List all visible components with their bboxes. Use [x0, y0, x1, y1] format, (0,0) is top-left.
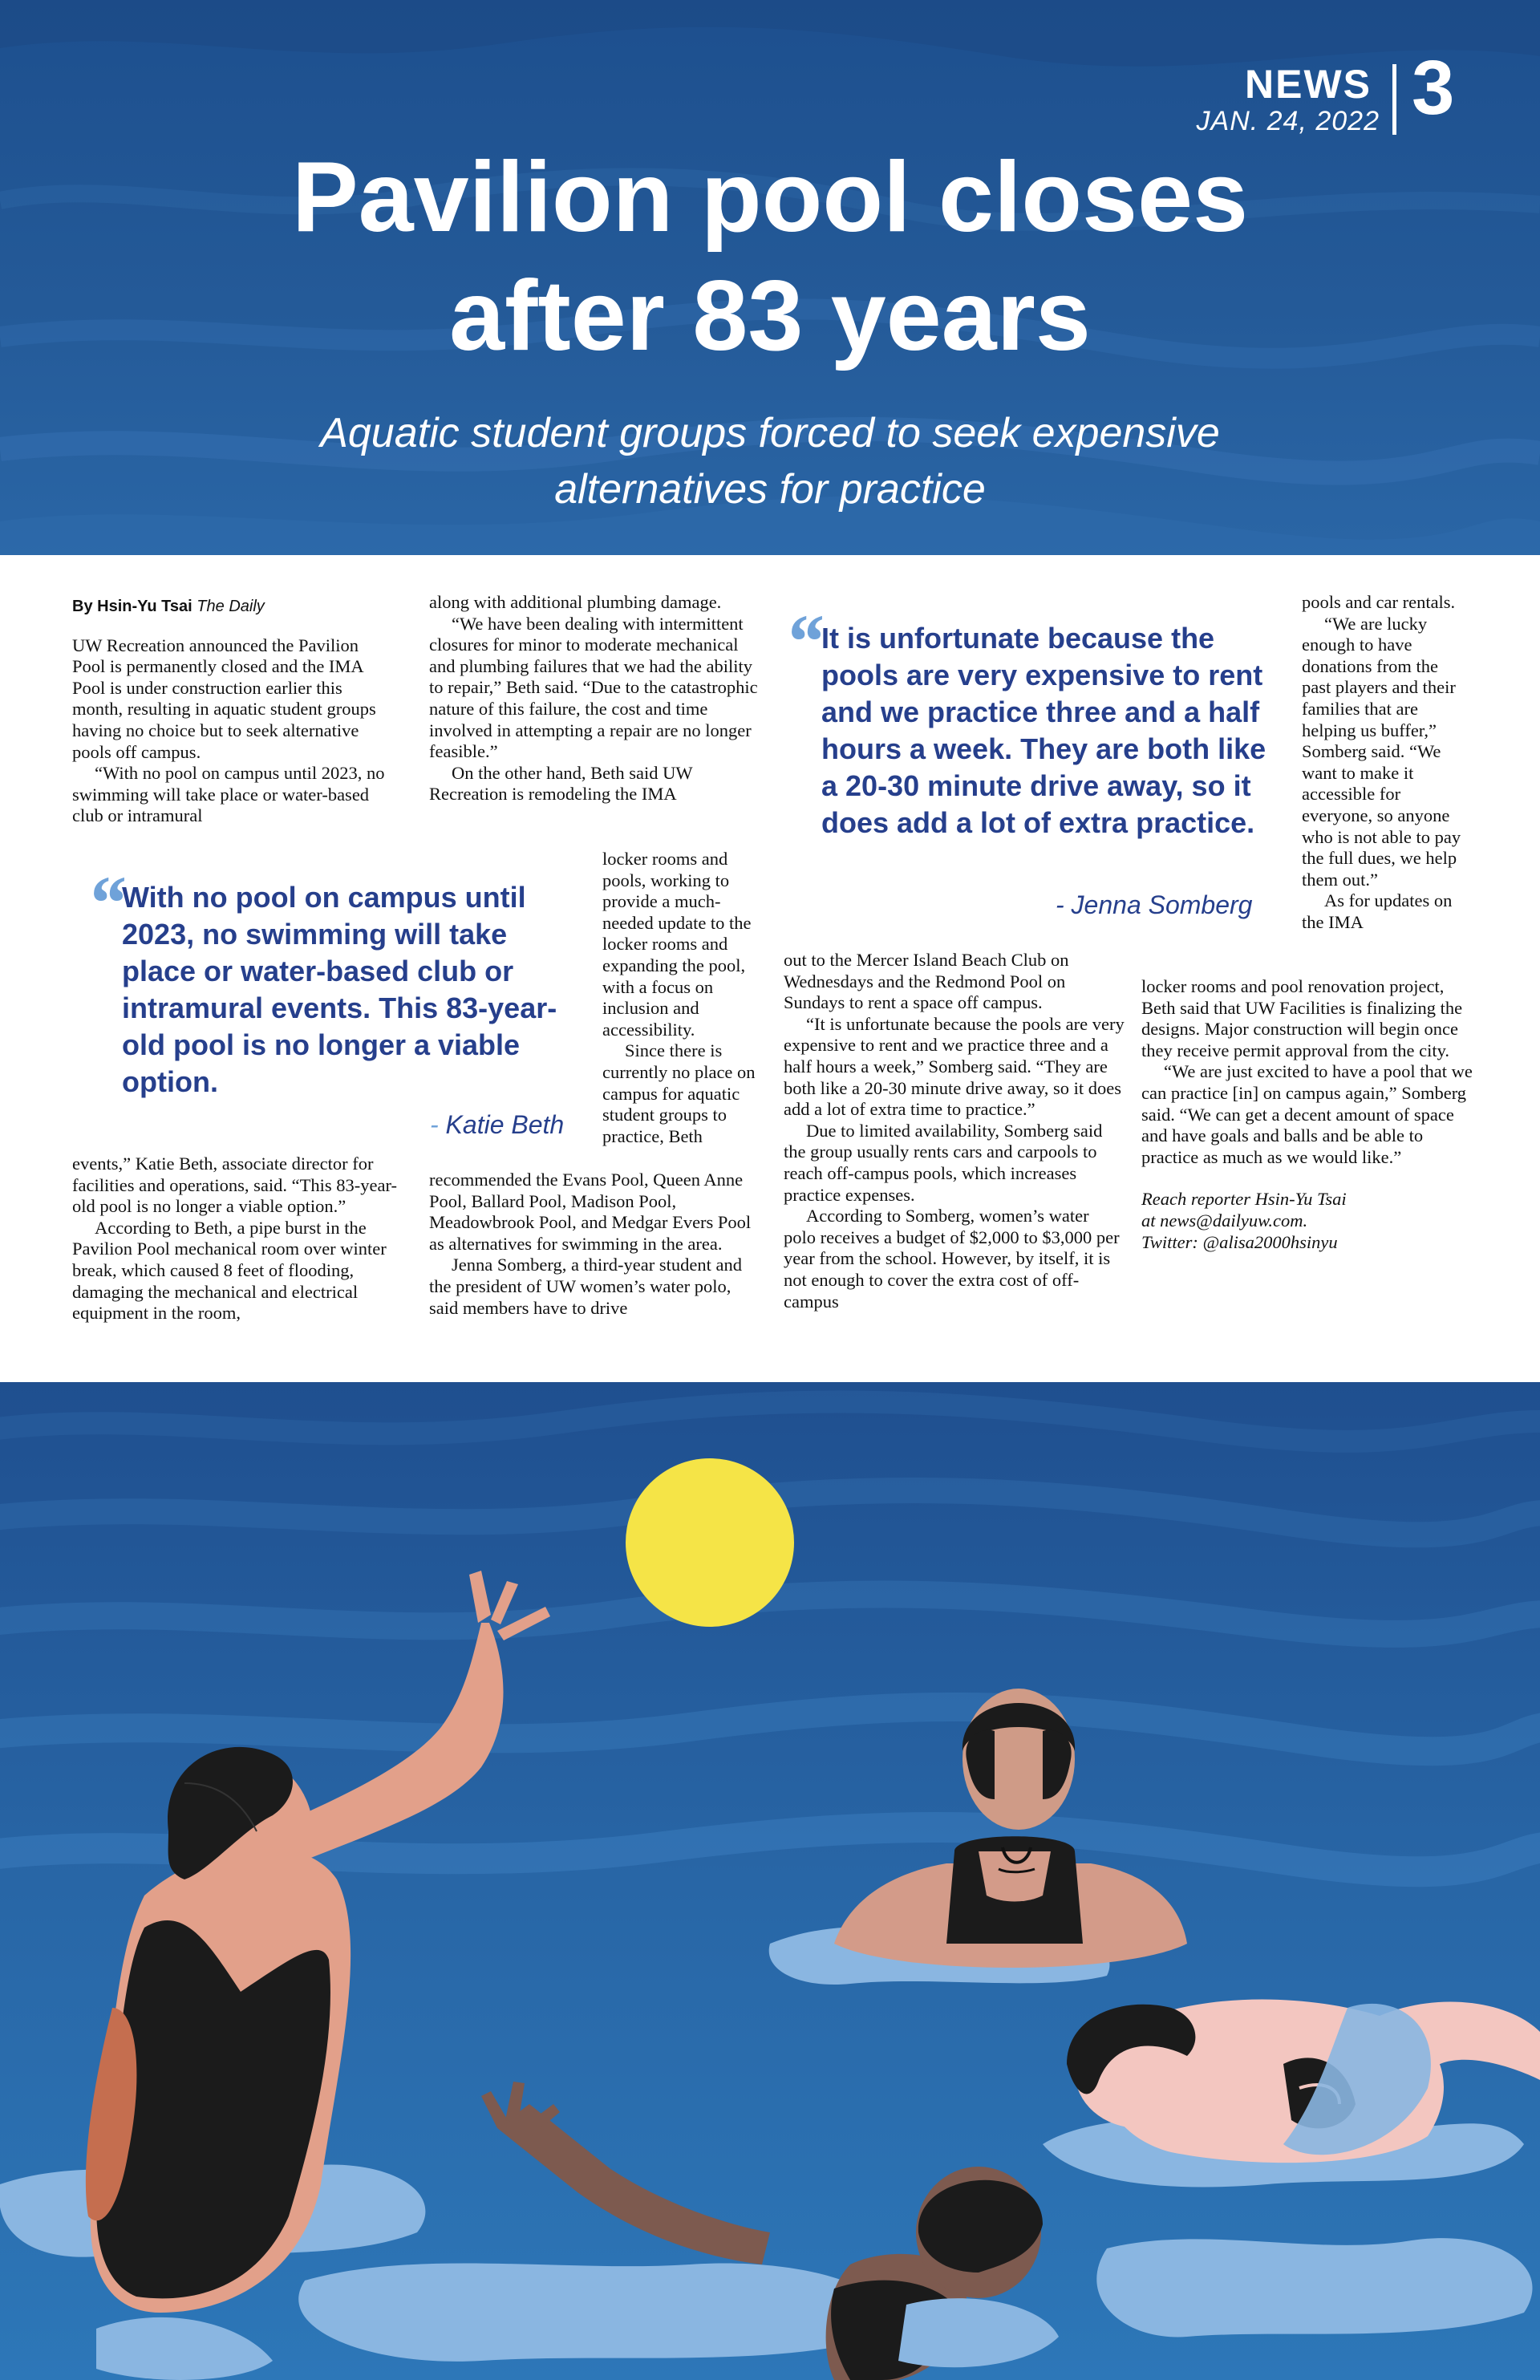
article-column-1	[72, 595, 393, 827]
article-column-3	[784, 950, 1125, 1312]
article-paragraph: According to Beth, a pipe burst in the Pavilion Pool mechanical room over winter break, which caused 8 feet of flooding, damaging the mechanical and electrical equipment in the room,	[72, 1217, 387, 1324]
article-paragraph: Jenna Somberg, a third-year student and the president of UW women’s water polo, said members have to drive	[429, 1255, 742, 1318]
byline	[72, 595, 393, 618]
article-column-2	[429, 592, 758, 805]
article-paragraph: locker rooms and pools, working to provide a much-needed update to the locker rooms and expanding the pool, with a focus on inclusion and accessibility.	[602, 849, 752, 1040]
ball-icon	[626, 1458, 794, 1627]
article-paragraph: “With no pool on campus until 2023, no swimming will take place or water-based club or intramural	[72, 763, 385, 826]
article-paragraph: “It is unfortunate because the pools are very expensive to rent and we practice three and a half hours a week,” Somberg said. “They are both like a 20-30 minute drive away, so it does add a lot of extra time to practice.”	[784, 1013, 1125, 1120]
article-paragraph: According to Somberg, women’s water polo receives a budget of $2,000 to $3,000 per year from the school. However, by itself, it is not enough to cover the extra cost of off-campus	[784, 1206, 1120, 1312]
headline	[0, 138, 1540, 375]
signoff-line: Reach reporter Hsin-Yu Tsai	[1141, 1189, 1347, 1210]
article-paragraph: “We have been dealing with intermittent closures for minor to moderate mechanical and plumbing failures that we had the ability to repair,” Beth said. “Due to the catastrophic nature of this failure, the cost and time involved in attempting a repair are no longer feasible.”	[429, 613, 758, 762]
article-paragraph: “We are just excited to have a pool that we can practice [in] on campus again,” Somberg said. “We can get a decent amount of space and have goals and balls and be able to practice as much as we would like.”	[1141, 1061, 1473, 1167]
article-paragraph: events,” Katie Beth, associate director for facilities and operations, said. “This 83-year-old pool is no longer a viable option.”	[72, 1154, 398, 1217]
signoff-email: at news@dailyuw.com.	[1141, 1210, 1308, 1231]
byline-publication: The Daily	[197, 598, 265, 615]
headline-line-2: after 83 years	[449, 261, 1091, 371]
headline-line-1: Pavilion pool closes	[291, 142, 1249, 253]
page-number: 3	[1412, 45, 1455, 131]
pullquote-jenna-somberg: It is unfortunate because the pools are very expensive to rent and we practice three and a half hours a week. They are both like a 20-30 minute drive away, so it does add a lot of extra practice.	[821, 622, 1266, 839]
section-label: NEWS	[1245, 62, 1372, 107]
issue-date: JAN. 24, 2022	[1196, 106, 1380, 136]
signoff-twitter: Twitter: @alisa2000hsinyu	[1141, 1231, 1338, 1252]
article-paragraph: UW Recreation announced the Pavilion Pool is permanently closed and the IMA Pool is under construction earlier this month, resulting in aquatic student groups having no choice but to seek alternative pools off campus.	[72, 635, 376, 762]
attribution-dash: -	[430, 1110, 439, 1139]
page-divider	[1392, 64, 1396, 135]
article-column-4-narrow	[1302, 592, 1466, 934]
header-banner	[0, 0, 1540, 555]
article-column-2-narrow	[602, 849, 767, 1147]
article-paragraph: recommended the Evans Pool, Queen Anne Pool, Ballard Pool, Madison Pool, Meadowbrook Pool, and Medgar Evers Pool as alternatives for swimming in the area.	[429, 1170, 752, 1254]
article-paragraph: Due to limited availability, Somberg said the group usually rents cars and carpools to reach off-campus pools, which increases practice expenses.	[784, 1120, 1103, 1205]
reporter-signoff	[1141, 1189, 1478, 1253]
pullquote-jenna-attribution: - Jenna Somberg	[1056, 890, 1253, 919]
pullquote-katie-beth: With no pool on campus until 2023, no swimming will take place or water-based club or intramural events. This 83-year-old pool is no longer a viable option.	[122, 881, 557, 1098]
article-paragraph: out to the Mercer Island Beach Club on Wednesdays and the Redmond Pool on Sundays to rent a space off campus.	[784, 950, 1069, 1013]
water-polo-illustration	[0, 1382, 1540, 2380]
quote-mark-icon: “	[87, 860, 125, 946]
byline-author: By Hsin-Yu Tsai	[72, 598, 192, 615]
article-column-2-lower	[429, 1170, 758, 1319]
article-column-4	[1141, 976, 1478, 1253]
article-paragraph: locker rooms and pool renovation project, Beth said that UW Facilities is finalizing the designs. Major construction will begin once they receive permit approval from the city.	[1141, 976, 1463, 1060]
article-paragraph: As for updates on the IMA	[1302, 890, 1453, 932]
article-paragraph: along with additional plumbing damage.	[429, 592, 722, 612]
article-paragraph: pools and car rentals.	[1302, 592, 1456, 612]
attribution-name: Katie Beth	[445, 1110, 565, 1139]
subheadline: Aquatic student groups forced to seek expensive alternatives for practice	[320, 410, 1220, 513]
quote-mark-icon: “	[784, 598, 823, 684]
article-paragraph: Since there is currently no place on campus for aquatic student groups to practice, Beth	[602, 1040, 756, 1146]
article-paragraph: On the other hand, Beth said UW Recreation is remodeling the IMA	[429, 762, 693, 805]
article-paragraph: “We are lucky enough to have donations from the past players and their families that are helping us buffer,” Somberg said. “We want to make it accessible for everyone, so anyone who is not able to pay the full dues, we help them out.”	[1302, 613, 1461, 890]
article-column-1-lower	[72, 1154, 409, 1324]
pullquote-katie-attribution	[430, 1110, 564, 1140]
